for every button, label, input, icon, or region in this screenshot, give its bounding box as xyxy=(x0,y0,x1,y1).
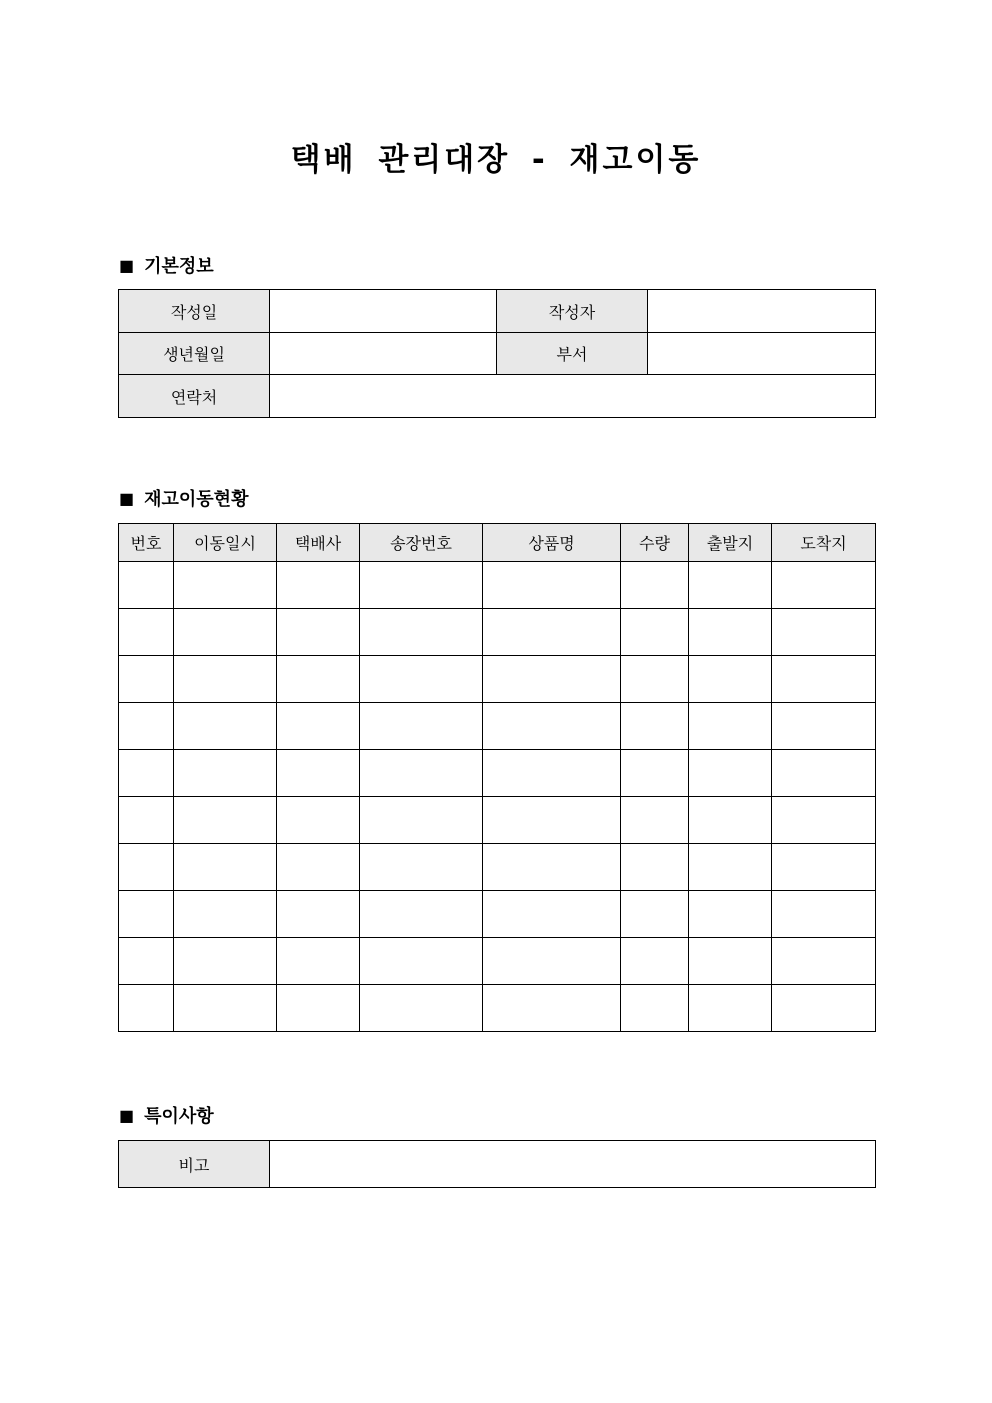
table-cell[interactable] xyxy=(621,703,689,750)
contact-label: 연락처 xyxy=(119,375,270,418)
table-cell[interactable] xyxy=(174,562,277,609)
table-cell[interactable] xyxy=(174,703,277,750)
remarks-label: 비고 xyxy=(119,1141,270,1188)
table-cell[interactable] xyxy=(119,562,174,609)
table-cell[interactable] xyxy=(360,891,483,938)
table-cell[interactable] xyxy=(360,938,483,985)
table-cell[interactable] xyxy=(277,562,360,609)
table-cell[interactable] xyxy=(174,938,277,985)
table-cell[interactable] xyxy=(483,797,621,844)
table-cell[interactable] xyxy=(277,609,360,656)
birthdate-field[interactable] xyxy=(270,333,497,375)
table-row xyxy=(119,750,876,797)
table-cell[interactable] xyxy=(174,985,277,1032)
table-cell[interactable] xyxy=(360,703,483,750)
table-cell[interactable] xyxy=(689,891,772,938)
table-row xyxy=(119,844,876,891)
table-cell[interactable] xyxy=(621,844,689,891)
writer-label: 작성자 xyxy=(497,290,648,333)
square-bullet-icon: ■ xyxy=(119,1105,135,1125)
column-header-move-datetime: 이동일시 xyxy=(174,524,277,562)
table-cell[interactable] xyxy=(119,703,174,750)
table-cell[interactable] xyxy=(119,891,174,938)
table-cell[interactable] xyxy=(689,844,772,891)
table-row xyxy=(119,797,876,844)
table-cell[interactable] xyxy=(621,891,689,938)
table-cell[interactable] xyxy=(174,656,277,703)
table-cell[interactable] xyxy=(689,609,772,656)
table-cell[interactable] xyxy=(119,656,174,703)
table-cell[interactable] xyxy=(772,938,876,985)
table-cell[interactable] xyxy=(621,797,689,844)
table-cell[interactable] xyxy=(772,703,876,750)
table-cell[interactable] xyxy=(772,562,876,609)
table-cell[interactable] xyxy=(174,891,277,938)
table-cell[interactable] xyxy=(119,844,174,891)
table-cell[interactable] xyxy=(689,562,772,609)
table-cell[interactable] xyxy=(119,609,174,656)
basic-info-table xyxy=(118,289,876,418)
table-row xyxy=(119,656,876,703)
table-cell[interactable] xyxy=(689,985,772,1032)
written-date-label: 작성일 xyxy=(119,290,270,333)
table-cell[interactable] xyxy=(277,703,360,750)
table-cell[interactable] xyxy=(772,844,876,891)
section-heading-notes-text: 특이사항 xyxy=(144,1106,214,1127)
table-cell[interactable] xyxy=(483,562,621,609)
square-bullet-icon: ■ xyxy=(119,255,135,275)
table-cell[interactable] xyxy=(772,985,876,1032)
table-cell[interactable] xyxy=(277,656,360,703)
column-header-quantity: 수량 xyxy=(621,524,689,562)
table-cell[interactable] xyxy=(772,750,876,797)
table-cell[interactable] xyxy=(360,985,483,1032)
table-cell[interactable] xyxy=(772,891,876,938)
table-cell[interactable] xyxy=(621,938,689,985)
column-header-product-name: 상품명 xyxy=(483,524,621,562)
table-cell[interactable] xyxy=(277,938,360,985)
department-label: 부서 xyxy=(497,333,648,375)
written-date-field[interactable] xyxy=(270,290,497,333)
table-cell[interactable] xyxy=(689,703,772,750)
table-cell[interactable] xyxy=(483,750,621,797)
table-cell[interactable] xyxy=(483,844,621,891)
table-cell[interactable] xyxy=(772,656,876,703)
table-cell[interactable] xyxy=(360,562,483,609)
table-row xyxy=(119,938,876,985)
table-row xyxy=(119,609,876,656)
table-cell[interactable] xyxy=(621,609,689,656)
table-cell[interactable] xyxy=(360,656,483,703)
table-cell[interactable] xyxy=(174,609,277,656)
remarks-field[interactable] xyxy=(270,1141,876,1188)
column-header-number: 번호 xyxy=(119,524,174,562)
notes-table xyxy=(118,1140,876,1188)
writer-field[interactable] xyxy=(648,290,876,333)
table-cell[interactable] xyxy=(360,797,483,844)
table-cell[interactable] xyxy=(772,797,876,844)
table-cell[interactable] xyxy=(689,750,772,797)
birthdate-label: 생년월일 xyxy=(119,333,270,375)
table-cell[interactable] xyxy=(621,750,689,797)
movement-table xyxy=(118,523,876,1032)
table-cell[interactable] xyxy=(483,609,621,656)
table-row xyxy=(119,985,876,1032)
document-title: 택배 관리대장 - 재고이동 xyxy=(290,142,702,178)
table-cell[interactable] xyxy=(483,656,621,703)
table-row xyxy=(119,703,876,750)
table-cell[interactable] xyxy=(360,844,483,891)
table-cell[interactable] xyxy=(483,938,621,985)
table-cell[interactable] xyxy=(689,938,772,985)
table-cell[interactable] xyxy=(360,750,483,797)
department-field[interactable] xyxy=(648,333,876,375)
table-cell[interactable] xyxy=(277,891,360,938)
section-heading-movement xyxy=(119,485,248,511)
column-header-courier: 택배사 xyxy=(277,524,360,562)
table-cell[interactable] xyxy=(621,656,689,703)
table-cell[interactable] xyxy=(119,797,174,844)
table-cell[interactable] xyxy=(174,750,277,797)
table-cell[interactable] xyxy=(483,891,621,938)
table-row xyxy=(119,562,876,609)
table-cell[interactable] xyxy=(689,656,772,703)
table-cell[interactable] xyxy=(174,844,277,891)
column-header-origin: 출발지 xyxy=(689,524,772,562)
table-cell[interactable] xyxy=(174,797,277,844)
section-heading-movement-text: 재고이동현황 xyxy=(144,489,249,510)
table-cell[interactable] xyxy=(483,703,621,750)
square-bullet-icon: ■ xyxy=(119,488,135,508)
movement-rows xyxy=(119,562,876,1032)
table-cell[interactable] xyxy=(621,562,689,609)
table-cell[interactable] xyxy=(119,985,174,1032)
table-cell[interactable] xyxy=(621,985,689,1032)
table-cell[interactable] xyxy=(360,609,483,656)
table-row xyxy=(119,891,876,938)
table-cell[interactable] xyxy=(277,750,360,797)
contact-field[interactable] xyxy=(270,375,876,418)
column-header-destination: 도착지 xyxy=(772,524,876,562)
table-cell[interactable] xyxy=(277,797,360,844)
section-heading-basic xyxy=(119,252,214,278)
table-cell[interactable] xyxy=(689,797,772,844)
table-cell[interactable] xyxy=(483,985,621,1032)
table-cell[interactable] xyxy=(119,938,174,985)
table-cell[interactable] xyxy=(277,844,360,891)
section-heading-basic-text: 기본정보 xyxy=(144,256,214,277)
column-header-invoice-number: 송장번호 xyxy=(360,524,483,562)
table-cell[interactable] xyxy=(277,985,360,1032)
table-cell[interactable] xyxy=(772,609,876,656)
section-heading-notes xyxy=(119,1102,214,1128)
table-cell[interactable] xyxy=(119,750,174,797)
